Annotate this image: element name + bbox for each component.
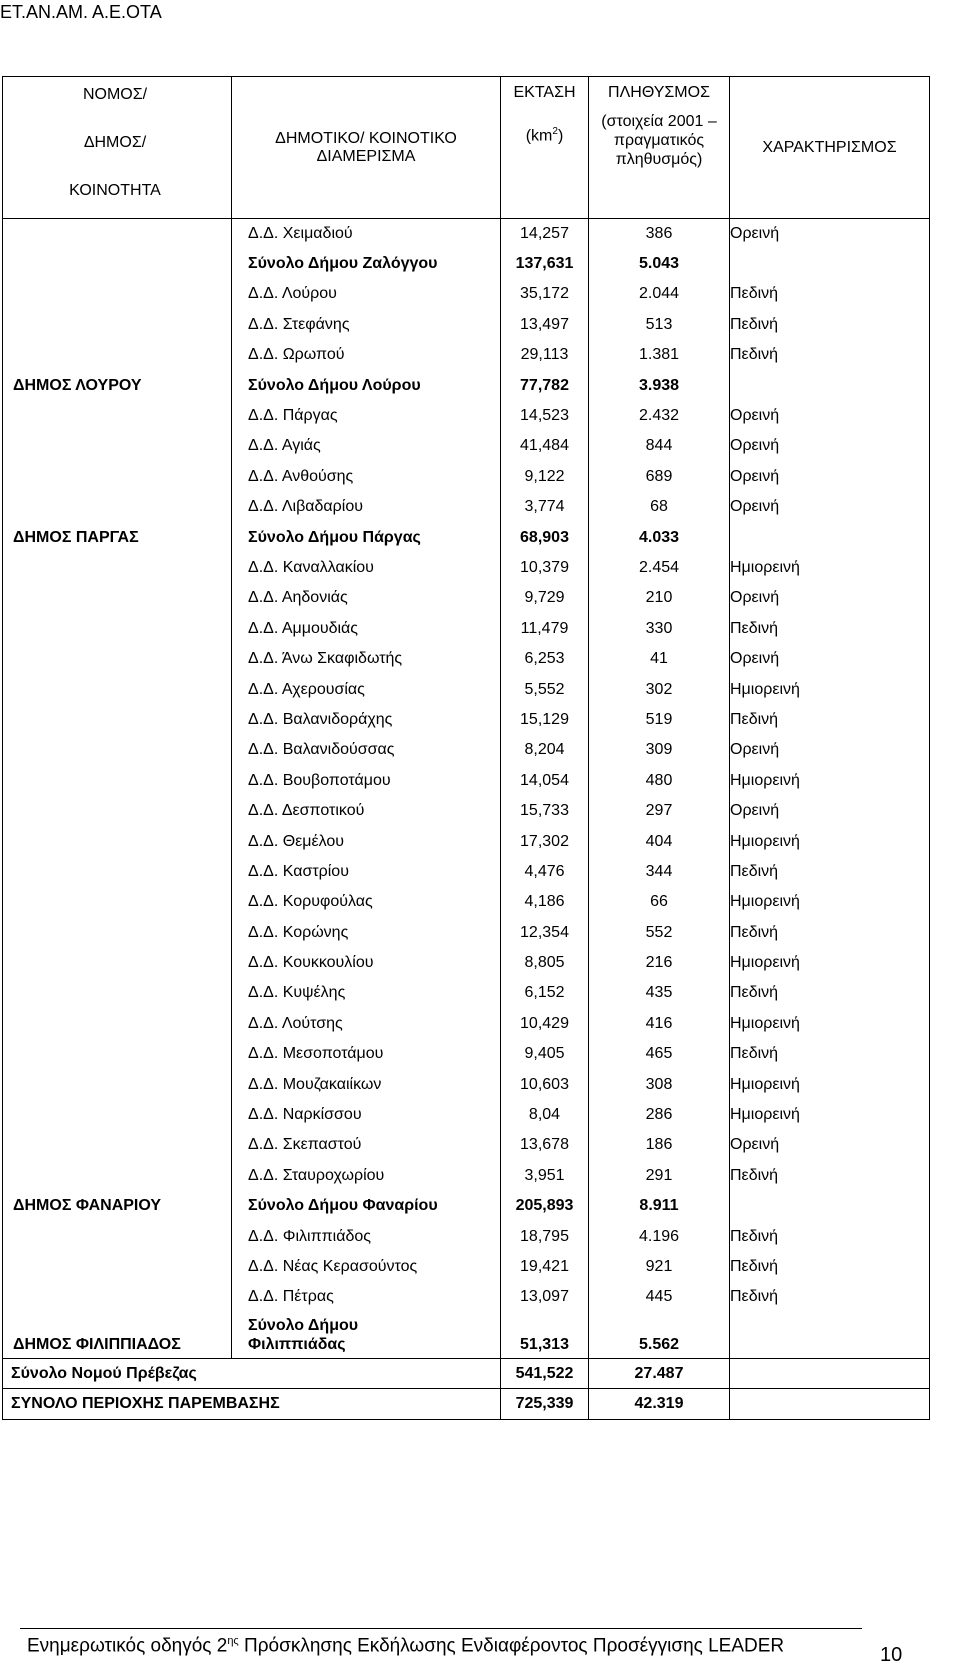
document-header: ΕΤ.ΑΝ.ΑΜ. Α.Ε.ΟΤΑ <box>0 2 162 22</box>
table-row <box>3 583 930 613</box>
cell-nomos <box>3 401 232 431</box>
cell-nomos <box>3 826 232 856</box>
cell-plithysmos: 404 <box>589 826 730 856</box>
cell-charaktirismos <box>730 249 930 279</box>
cell-nomos <box>3 766 232 796</box>
table-row <box>3 249 930 279</box>
cell-plithysmos: 435 <box>589 978 730 1008</box>
cell-diamerisma: Δ.Δ. Μεσοποτάμου <box>232 1039 501 1069</box>
cell-diamerisma: Σύνολο Δήμου Λούρου <box>232 370 501 400</box>
cell-plithysmos: 552 <box>589 917 730 947</box>
cell-charaktirismos: Ημιορεινή <box>730 1069 930 1099</box>
cell-ektasi: 19,421 <box>501 1252 589 1282</box>
cell-charaktirismos: Πεδινή <box>730 1282 930 1312</box>
cell-plithysmos: 216 <box>589 948 730 978</box>
cell-nomos <box>3 340 232 370</box>
population-table-container <box>2 76 929 1420</box>
cell-ektasi: 4,186 <box>501 887 589 917</box>
table-row <box>3 826 930 856</box>
cell-diamerisma: Δ.Δ. Ανθούσης <box>232 462 501 492</box>
cell-plithysmos: 8.911 <box>589 1191 730 1221</box>
cell-ektasi: 12,354 <box>501 917 589 947</box>
cell-plithysmos: 5.562 <box>589 1313 730 1359</box>
cell-diamerisma: Δ.Δ. Κορώνης <box>232 917 501 947</box>
cell-ektasi: 14,523 <box>501 401 589 431</box>
cell-nomos <box>3 705 232 735</box>
cell-nomos: ΔΗΜΟΣ ΛΟΥΡΟΥ <box>3 370 232 400</box>
cell-diamerisma: Δ.Δ. Καστρίου <box>232 857 501 887</box>
cell-charaktirismos: Πεδινή <box>730 857 930 887</box>
cell-charaktirismos: Ορεινή <box>730 1130 930 1160</box>
cell-plithysmos: 4.033 <box>589 522 730 552</box>
footer-text <box>27 1635 784 1657</box>
cell-charaktirismos: Ημιορεινή <box>730 553 930 583</box>
cell-nomos <box>3 887 232 917</box>
cell-nomos <box>3 583 232 613</box>
cell-charaktirismos: Ορεινή <box>730 644 930 674</box>
cell-plithysmos: 465 <box>589 1039 730 1069</box>
cell-diamerisma: Σύνολο Δήμου Πάργας <box>232 522 501 552</box>
cell-plithysmos: 2.454 <box>589 553 730 583</box>
header-ekt-sup: 2 <box>552 126 558 137</box>
cell-nomos <box>3 553 232 583</box>
footer-text-sup: ης <box>227 1635 239 1647</box>
cell-plithysmos: 386 <box>589 219 730 249</box>
cell-nomos <box>3 1130 232 1160</box>
cell-ektasi: 10,379 <box>501 553 589 583</box>
table-row <box>3 796 930 826</box>
footer-text-pre: Ενημερωτικός οδηγός 2 <box>27 1635 228 1657</box>
cell-diamerisma: Δ.Δ. Λούρου <box>232 279 501 309</box>
cell-diamerisma: Σύνολο Δήμου Ζαλόγγου <box>232 249 501 279</box>
header-ekt-unit: (km <box>525 127 553 145</box>
cell-plithysmos: 297 <box>589 796 730 826</box>
cell-ektasi: 9,405 <box>501 1039 589 1069</box>
cell-charaktirismos: Πεδινή <box>730 1161 930 1191</box>
page-number: 10 <box>880 1644 903 1666</box>
cell-nomos <box>3 644 232 674</box>
header-nomos <box>3 77 232 219</box>
cell-nomos <box>3 431 232 461</box>
cell-charaktirismos: Ημιορεινή <box>730 826 930 856</box>
cell-diamerisma: Δ.Δ. Άνω Σκαφιδωτής <box>232 644 501 674</box>
cell-nomos: ΔΗΜΟΣ ΦΑΝΑΡΙΟΥ <box>3 1191 232 1221</box>
cell-plithysmos: 4.196 <box>589 1221 730 1251</box>
cell-ektasi: 9,122 <box>501 462 589 492</box>
table-row <box>3 766 930 796</box>
cell-ektasi: 8,204 <box>501 735 589 765</box>
cell-plithysmos: 1.381 <box>589 340 730 370</box>
table-row <box>3 462 930 492</box>
cell-charaktirismos: Ημιορεινή <box>730 674 930 704</box>
cell-nomos <box>3 249 232 279</box>
cell-ektasi: 8,04 <box>501 1100 589 1130</box>
cell-ektasi: 77,782 <box>501 370 589 400</box>
table-row <box>3 492 930 522</box>
cell-diamerisma: Δ.Δ. Ωρωπού <box>232 340 501 370</box>
cell-charaktirismos: Ορεινή <box>730 219 930 249</box>
cell-diamerisma: Δ.Δ. Αγιάς <box>232 431 501 461</box>
cell-nomos <box>3 1039 232 1069</box>
cell-ektasi: 14,257 <box>501 219 589 249</box>
cell-plithysmos: 445 <box>589 1282 730 1312</box>
footer-divider <box>20 1628 862 1629</box>
table-row <box>3 1282 930 1312</box>
cell-charaktirismos: Ορεινή <box>730 735 930 765</box>
cell-diamerisma: Δ.Δ. Λούτσης <box>232 1009 501 1039</box>
table-row <box>3 674 930 704</box>
cell-nomos <box>3 1282 232 1312</box>
table-row <box>3 644 930 674</box>
table-row <box>3 1039 930 1069</box>
cell-ektasi: 18,795 <box>501 1221 589 1251</box>
table-row <box>3 1313 930 1359</box>
cell-diamerisma <box>232 1313 501 1359</box>
cell-ektasi: 13,097 <box>501 1282 589 1312</box>
total-row <box>3 1389 930 1419</box>
cell-nomos <box>3 310 232 340</box>
table-row <box>3 1069 930 1099</box>
cell-nomos <box>3 492 232 522</box>
cell-plithysmos: 844 <box>589 431 730 461</box>
cell-charaktirismos: Ορεινή <box>730 583 930 613</box>
cell-nomos: ΔΗΜΟΣ ΦΙΛΙΠΠΙΑΔΟΣ <box>3 1313 232 1359</box>
table-row <box>3 887 930 917</box>
cell-charaktirismos: Πεδινή <box>730 1252 930 1282</box>
cell-nomos <box>3 1100 232 1130</box>
cell-ektasi: 4,476 <box>501 857 589 887</box>
cell-diamerisma: Δ.Δ. Ναρκίσσου <box>232 1100 501 1130</box>
header-pop <box>589 77 730 219</box>
cell-plithysmos: 330 <box>589 614 730 644</box>
cell-plithysmos: 302 <box>589 674 730 704</box>
cell-plithysmos: 5.043 <box>589 249 730 279</box>
header-nomos-line1: ΝΟΜΟΣ/ <box>82 86 148 103</box>
cell-ektasi: 11,479 <box>501 614 589 644</box>
table-row <box>3 1252 930 1282</box>
cell-charaktirismos: Ημιορεινή <box>730 1009 930 1039</box>
cell-charaktirismos: Πεδινή <box>730 340 930 370</box>
table-header-row <box>3 77 930 219</box>
cell-plithysmos: 286 <box>589 1100 730 1130</box>
cell-diamerisma: Δ.Δ. Μουζακαιίκων <box>232 1069 501 1099</box>
cell-total-label: ΣΥΝΟΛΟ ΠΕΡΙΟΧΗΣ ΠΑΡΕΜΒΑΣΗΣ <box>3 1389 501 1419</box>
cell-nomos <box>3 978 232 1008</box>
cell-ektasi: 205,893 <box>501 1191 589 1221</box>
cell-charaktirismos: Πεδινή <box>730 917 930 947</box>
cell-total-label: Σύνολο Νομού Πρέβεζας <box>3 1359 501 1389</box>
table-row <box>3 431 930 461</box>
table-row <box>3 340 930 370</box>
table-row <box>3 1191 930 1221</box>
cell-plithysmos: 41 <box>589 644 730 674</box>
cell-nomos <box>3 1161 232 1191</box>
cell-nomos <box>3 614 232 644</box>
cell-plithysmos: 344 <box>589 857 730 887</box>
cell-charaktirismos: Πεδινή <box>730 1039 930 1069</box>
cell-ektasi: 15,129 <box>501 705 589 735</box>
header-ekt-close: ) <box>557 127 564 145</box>
table-row <box>3 1221 930 1251</box>
cell-charaktirismos: Πεδινή <box>730 614 930 644</box>
table-row <box>3 917 930 947</box>
cell-charaktirismos: Ορεινή <box>730 492 930 522</box>
cell-charaktirismos: Πεδινή <box>730 310 930 340</box>
cell-total-charaktirismos <box>730 1389 930 1419</box>
table-row <box>3 553 930 583</box>
cell-plithysmos: 921 <box>589 1252 730 1282</box>
cell-diamerisma: Δ.Δ. Βουβοποτάμου <box>232 766 501 796</box>
cell-diamerisma: Δ.Δ. Χειμαδιού <box>232 219 501 249</box>
table-row <box>3 522 930 552</box>
cell-diamerisma: Δ.Δ. Λιβαδαρίου <box>232 492 501 522</box>
cell-nomos <box>3 735 232 765</box>
cell-diamerisma: Δ.Δ. Καναλλακίου <box>232 553 501 583</box>
cell-nomos <box>3 796 232 826</box>
table-row <box>3 857 930 887</box>
cell-ektasi: 6,152 <box>501 978 589 1008</box>
footer-text-post: Πρόσκλησης Εκδήλωσης Ενδιαφέροντος Προσέγγισης LEADER <box>238 1635 785 1657</box>
cell-diamerisma: Δ.Δ. Κορυφούλας <box>232 887 501 917</box>
cell-charaktirismos: Ημιορεινή <box>730 887 930 917</box>
table-row <box>3 1009 930 1039</box>
population-table <box>2 76 930 1420</box>
cell-diamerisma: Δ.Δ. Αμμουδιάς <box>232 614 501 644</box>
cell-diamerisma: Δ.Δ. Θεμέλου <box>232 826 501 856</box>
cell-ektasi: 10,429 <box>501 1009 589 1039</box>
cell-charaktirismos: Ημιορεινή <box>730 766 930 796</box>
cell-ektasi: 3,951 <box>501 1161 589 1191</box>
cell-plithysmos: 309 <box>589 735 730 765</box>
table-row <box>3 370 930 400</box>
table-row <box>3 219 930 249</box>
cell-ektasi: 5,552 <box>501 674 589 704</box>
table-row <box>3 735 930 765</box>
cell-ektasi: 29,113 <box>501 340 589 370</box>
cell-ektasi: 13,497 <box>501 310 589 340</box>
total-row <box>3 1359 930 1389</box>
cell-nomos <box>3 462 232 492</box>
cell-nomos <box>3 674 232 704</box>
cell-ektasi: 41,484 <box>501 431 589 461</box>
cell-charaktirismos: Πεδινή <box>730 1221 930 1251</box>
cell-diamerisma-line2: Φιλιππιάδας <box>248 1336 346 1354</box>
cell-ektasi: 14,054 <box>501 766 589 796</box>
cell-plithysmos: 186 <box>589 1130 730 1160</box>
cell-plithysmos: 210 <box>589 583 730 613</box>
header-pop-note: (στοιχεία 2001 – πραγματικός πληθυσμός) <box>601 113 717 168</box>
cell-ektasi: 51,313 <box>501 1313 589 1359</box>
cell-charaktirismos: Ορεινή <box>730 431 930 461</box>
cell-plithysmos: 308 <box>589 1069 730 1099</box>
cell-ektasi: 6,253 <box>501 644 589 674</box>
cell-charaktirismos <box>730 1191 930 1221</box>
cell-plithysmos: 2.432 <box>589 401 730 431</box>
header-nomos-line2: ΔΗΜΟΣ/ <box>83 134 147 151</box>
table-row <box>3 978 930 1008</box>
cell-nomos <box>3 1221 232 1251</box>
cell-ektasi: 15,733 <box>501 796 589 826</box>
table-row <box>3 1130 930 1160</box>
cell-plithysmos: 519 <box>589 705 730 735</box>
cell-total-charaktirismos <box>730 1359 930 1389</box>
cell-diamerisma: Δ.Δ. Νέας Κερασούντος <box>232 1252 501 1282</box>
cell-plithysmos: 291 <box>589 1161 730 1191</box>
cell-diamerisma: Δ.Δ. Δεσποτικού <box>232 796 501 826</box>
cell-ektasi: 17,302 <box>501 826 589 856</box>
cell-nomos <box>3 279 232 309</box>
cell-diamerisma: Δ.Δ. Βαλανιδοράχης <box>232 705 501 735</box>
cell-diamerisma: Δ.Δ. Πάργας <box>232 401 501 431</box>
cell-ektasi: 8,805 <box>501 948 589 978</box>
cell-ektasi: 68,903 <box>501 522 589 552</box>
cell-charaktirismos: Ορεινή <box>730 401 930 431</box>
cell-diamerisma-line1: Σύνολο Δήμου <box>248 1317 359 1335</box>
cell-nomos <box>3 1069 232 1099</box>
cell-diamerisma: Δ.Δ. Πέτρας <box>232 1282 501 1312</box>
table-row <box>3 310 930 340</box>
cell-diamerisma: Δ.Δ. Σταυροχωρίου <box>232 1161 501 1191</box>
cell-ektasi: 35,172 <box>501 279 589 309</box>
cell-nomos: ΔΗΜΟΣ ΠΑΡΓΑΣ <box>3 522 232 552</box>
table-row <box>3 705 930 735</box>
cell-ektasi: 13,678 <box>501 1130 589 1160</box>
header-ekt-title: ΕΚΤΑΣΗ <box>513 84 576 101</box>
table-row <box>3 1100 930 1130</box>
cell-plithysmos: 416 <box>589 1009 730 1039</box>
table-row <box>3 279 930 309</box>
cell-ektasi: 9,729 <box>501 583 589 613</box>
cell-charaktirismos <box>730 370 930 400</box>
cell-charaktirismos: Ημιορεινή <box>730 948 930 978</box>
header-nomos-line3: ΚΟΙΝΟΤΗΤΑ <box>69 182 161 199</box>
cell-plithysmos: 689 <box>589 462 730 492</box>
cell-total-ektasi: 541,522 <box>501 1359 589 1389</box>
cell-ektasi: 3,774 <box>501 492 589 522</box>
cell-plithysmos: 480 <box>589 766 730 796</box>
cell-charaktirismos <box>730 1313 930 1359</box>
cell-charaktirismos: Πεδινή <box>730 279 930 309</box>
cell-diamerisma: Δ.Δ. Σκεπαστού <box>232 1130 501 1160</box>
cell-ektasi: 137,631 <box>501 249 589 279</box>
table-row <box>3 948 930 978</box>
cell-charaktirismos: Πεδινή <box>730 978 930 1008</box>
header-pop-title: ΠΛΗΘΥΣΜΟΣ <box>608 84 710 101</box>
cell-plithysmos: 3.938 <box>589 370 730 400</box>
table-row <box>3 401 930 431</box>
cell-diamerisma: Δ.Δ. Φιλιππιάδος <box>232 1221 501 1251</box>
header-char: ΧΑΡΑΚΤΗΡΙΣΜΟΣ <box>730 77 930 219</box>
cell-diamerisma: Δ.Δ. Αχερουσίας <box>232 674 501 704</box>
table-body <box>3 219 930 1420</box>
cell-diamerisma: Δ.Δ. Αηδονιάς <box>232 583 501 613</box>
cell-charaktirismos: Ημιορεινή <box>730 1100 930 1130</box>
cell-total-ektasi: 725,339 <box>501 1389 589 1419</box>
table-row <box>3 1161 930 1191</box>
cell-plithysmos: 513 <box>589 310 730 340</box>
cell-nomos <box>3 1252 232 1282</box>
cell-plithysmos: 68 <box>589 492 730 522</box>
cell-total-plithysmos: 42.319 <box>589 1389 730 1419</box>
table-row <box>3 614 930 644</box>
cell-plithysmos: 66 <box>589 887 730 917</box>
cell-nomos <box>3 857 232 887</box>
cell-diamerisma: Δ.Δ. Κουκκουλίου <box>232 948 501 978</box>
cell-total-plithysmos: 27.487 <box>589 1359 730 1389</box>
cell-charaktirismos: Ορεινή <box>730 796 930 826</box>
cell-charaktirismos: Ορεινή <box>730 462 930 492</box>
cell-diamerisma: Σύνολο Δήμου Φαναρίου <box>232 1191 501 1221</box>
header-ekt <box>501 77 589 219</box>
cell-nomos <box>3 1009 232 1039</box>
cell-diamerisma: Δ.Δ. Στεφάνης <box>232 310 501 340</box>
cell-charaktirismos: Πεδινή <box>730 705 930 735</box>
header-dd: ΔΗΜΟΤΙΚΟ/ ΚΟΙΝΟΤΙΚΟ ΔΙΑΜΕΡΙΣΜΑ <box>232 77 501 219</box>
cell-charaktirismos <box>730 522 930 552</box>
cell-nomos <box>3 948 232 978</box>
cell-ektasi: 10,603 <box>501 1069 589 1099</box>
cell-nomos <box>3 917 232 947</box>
cell-diamerisma: Δ.Δ. Βαλανιδούσσας <box>232 735 501 765</box>
cell-plithysmos: 2.044 <box>589 279 730 309</box>
cell-diamerisma: Δ.Δ. Κυψέλης <box>232 978 501 1008</box>
cell-nomos <box>3 219 232 249</box>
